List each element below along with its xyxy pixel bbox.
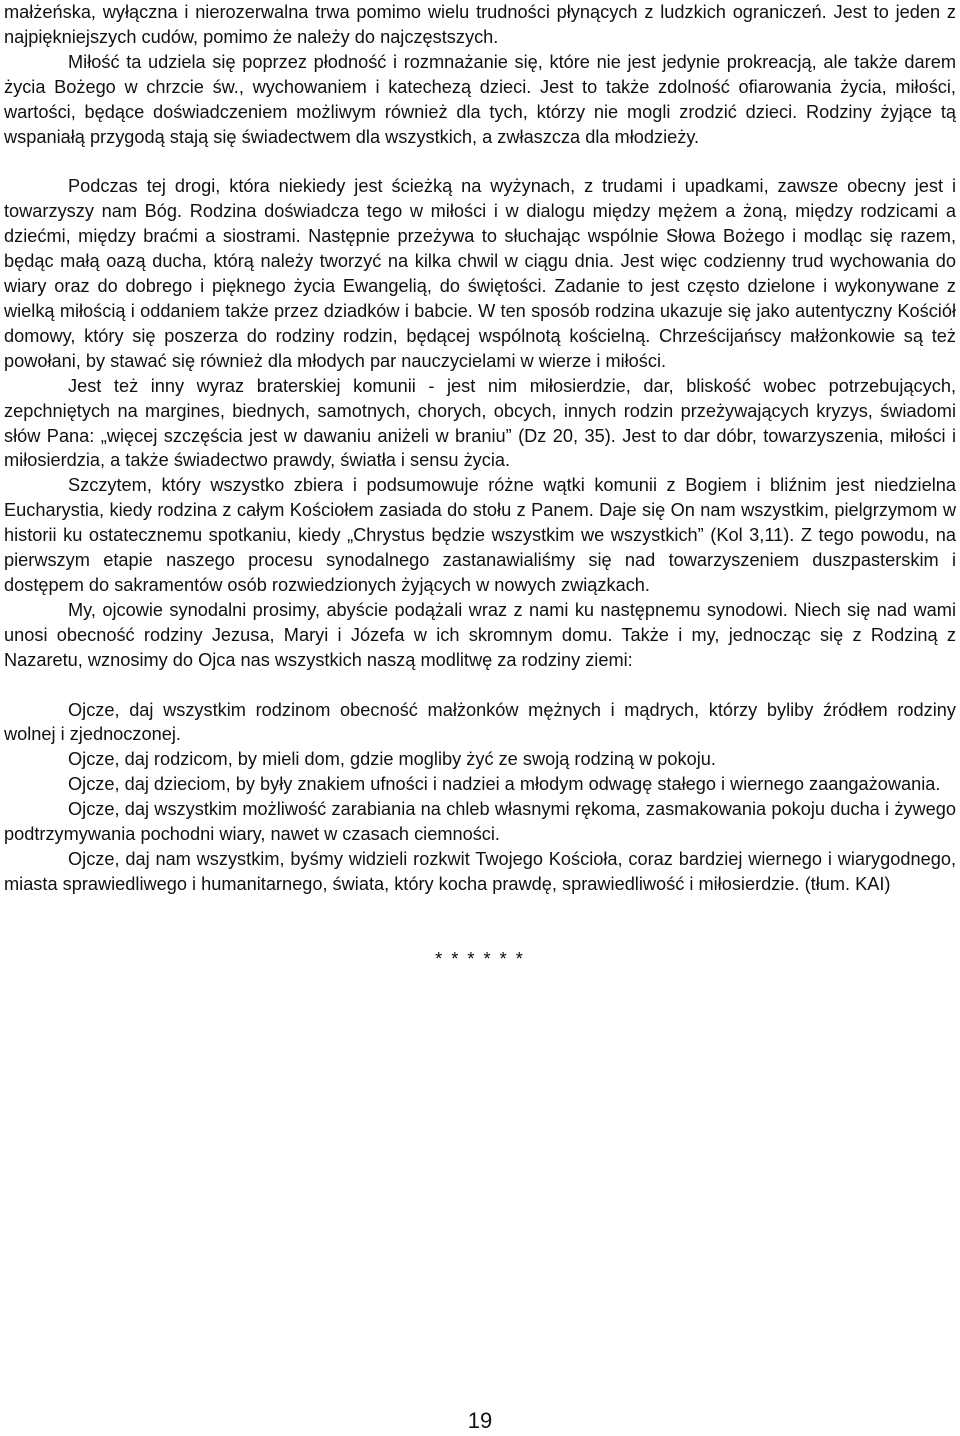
document-body <box>4 0 956 972</box>
paragraph: Podczas tej drogi, która niekiedy jest ścieżką na wyżynach, z trudami i upadkami, zawsze obecny jest i towarzyszy nam Bóg. Rodzina doświadcza tego w miłości i w dialogu między mężem a żoną, między rodzicami a dziećmi, między braćmi a siostrami. Następnie przeżywa to słuchając wspólnie Słowa Bożego i modląc się razem, będąc małą oazą ducha, którą należy tworzyć na kilka chwil w ciągu dnia. Jest więc codzienny trud wychowania do wiary oraz do dobrego i pięknego życia Ewangelią, do świętości. Zadanie to jest często dzielone i wykonywane z wielką miłością i oddaniem także przez dziadków i babcie. W ten sposób rodzina ukazuje się jako autentyczny Kościół domowy, który się poszerza do rodziny rodzin, będącej wspólnotą kościelną. Chrześcijańscy małżonkowie są też powołani, by stawać się również dla młodych par nauczycielami w wierze i miłości. <box>4 176 956 371</box>
prayer-line: Ojcze, daj dzieciom, by były znakiem ufności i nadziei a młodym odwagę stałego i wiernego zaangażowania. <box>68 774 941 795</box>
paragraph-gap <box>4 149 956 174</box>
prayer-line: Ojcze, daj wszystkim rodzinom obecność małżonków mężnych i mądrych, którzy byliby źródłem rodziny wolnej i zjednoczonej. <box>4 699 956 745</box>
prayer-line: Ojcze, daj nam wszystkim, byśmy widzieli rozkwit Twojego Kościoła, coraz bardziej wiernego i wiarygodnego, miasta sprawiedliwego i humanitarnego, świata, który kocha prawdę, sprawiedliwość i miłosierdzie. (tłum. KAI) <box>4 849 956 894</box>
section-separator: * * * * * * <box>435 948 525 969</box>
paragraph: małżeńska, wyłączna i nierozerwalna trwa pomimo wielu trudności płynących z ludzkich ograniczeń. Jest to jeden z najpiękniejszych cudów, pomimo że należy do najczęstszych. <box>4 2 956 47</box>
paragraph: Jest też inny wyraz braterskiej komunii - jest nim miłosierdzie, dar, bliskość wobec potrzebujących, zepchniętych na margines, biednych, samotnych, chorych, obcych, innych rodzin przeżywających kryzys, świadomi słów Pana: „więcej szczęścia jest w dawaniu aniżeli w braniu” (Dz 20, 35). Jest to dar dóbr, towarzyszenia, miłości i miłosierdzia, a także świadectwo prawdy, światła i sensu życia. <box>4 375 956 471</box>
paragraph-gap <box>4 673 956 698</box>
paragraph: Szczytem, który wszystko zbiera i podsumowuje różne wątki komunii z Bogiem i bliźnim jest niedzielna Eucharystia, kiedy rodzina z całym Kościołem zasiada do stołu z Panem. Daje się On nam wszystkim, pielgrzymom w historii ku ostatecznemu spotkaniu, kiedy „Chrystus będzie wszystkim we wszystkich” (Kol 3,11). Z tego powodu, na pierwszym etapie naszego procesu synodalnego zastanawialiśmy się nad towarzyszeniem duszpasterskim i dostępem do sakramentów osób rozwiedzionych żyjących w nowych związkach. <box>4 475 956 595</box>
paragraph: My, ojcowie synodalni prosimy, abyście podążali wraz z nami ku następnemu synodowi. Niech się nad wami unosi obecność rodziny Jezusa, Maryi i Józefa w ich skromnym domu. Także i my, jednocząc się z Rodziną z Nazaretu, wznosimy do Ojca nas wszystkich naszą modlitwę za rodziny ziemi: <box>4 599 956 670</box>
page-number: 19 <box>467 1408 493 1433</box>
paragraph: Miłość ta udziela się poprzez płodność i rozmnażanie się, które nie jest jedynie prokreacją, ale także darem życia Bożego w chrzcie św., wychowaniem i katechezą dzieci. Jest to także zdolność ofiarowania życia, miłości, wartości, będące doświadczeniem możliwym również dla tych, którzy nie mogli zrodzić dzieci. Rodziny żyjące tą wspaniałą przygodą stają się świadectwem dla wszystkich, a zwłaszcza dla młodzieży. <box>4 51 956 147</box>
prayer-line: Ojcze, daj wszystkim możliwość zarabiania na chleb własnymi rękoma, zasmakowania pokoju ducha i żywego podtrzymywania pochodni wiary, nawet w czasach ciemności. <box>4 799 956 845</box>
prayer-line: Ojcze, daj rodzicom, by mieli dom, gdzie mogliby żyć ze swoją rodziną w pokoju. <box>68 749 716 770</box>
